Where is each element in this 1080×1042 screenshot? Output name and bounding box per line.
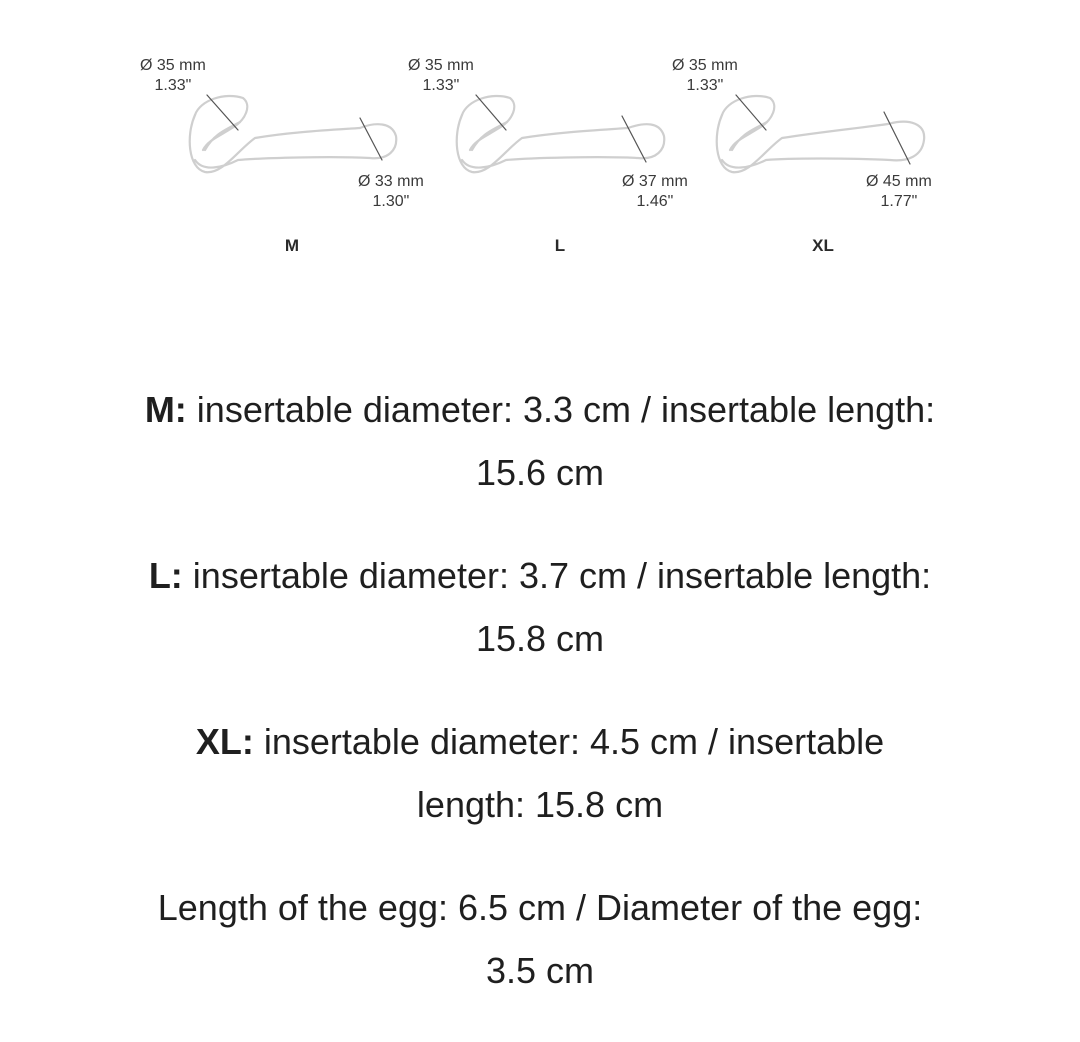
m-tip-diameter-label: Ø 33 mm 1.30" xyxy=(358,173,424,210)
size-label-xl: XL xyxy=(812,236,834,255)
product-outline-m xyxy=(190,95,397,172)
m-top-diameter-label: Ø 35 mm 1.33" xyxy=(140,57,206,94)
l-tip-diameter-label: Ø 37 mm 1.46" xyxy=(622,173,688,210)
product-outline-l xyxy=(457,95,665,172)
spec-label: M: xyxy=(144,389,187,430)
spec-text: Length of the egg: 6.5 cm / Diameter of the egg: 3.5 cm xyxy=(157,887,923,991)
xl-tip-diameter-label: Ø 45 mm 1.77" xyxy=(866,173,932,210)
product-outlines xyxy=(0,0,1080,280)
spec-text: insertable diameter: 3.3 cm / insertable length: 15.6 cm xyxy=(186,389,936,493)
spec-label: XL: xyxy=(195,721,254,762)
size-label-l: L xyxy=(554,236,566,255)
spec-l xyxy=(140,544,940,670)
l-top-diameter-label: Ø 35 mm 1.33" xyxy=(408,57,474,94)
size-diagram xyxy=(0,0,1080,280)
xl-top-diameter-label: Ø 35 mm 1.33" xyxy=(672,57,738,94)
spec-egg xyxy=(140,876,940,1002)
spec-m xyxy=(140,378,940,504)
spec-xl xyxy=(140,710,940,836)
spec-label: L: xyxy=(148,555,183,596)
spec-text: insertable diameter: 3.7 cm / insertable length: 15.8 cm xyxy=(182,555,932,659)
product-outline-xl xyxy=(717,95,924,172)
spec-list xyxy=(0,378,1080,1042)
spec-text: insertable diameter: 4.5 cm / insertable length: 15.8 cm xyxy=(253,721,885,825)
size-label-m: M xyxy=(284,236,300,255)
